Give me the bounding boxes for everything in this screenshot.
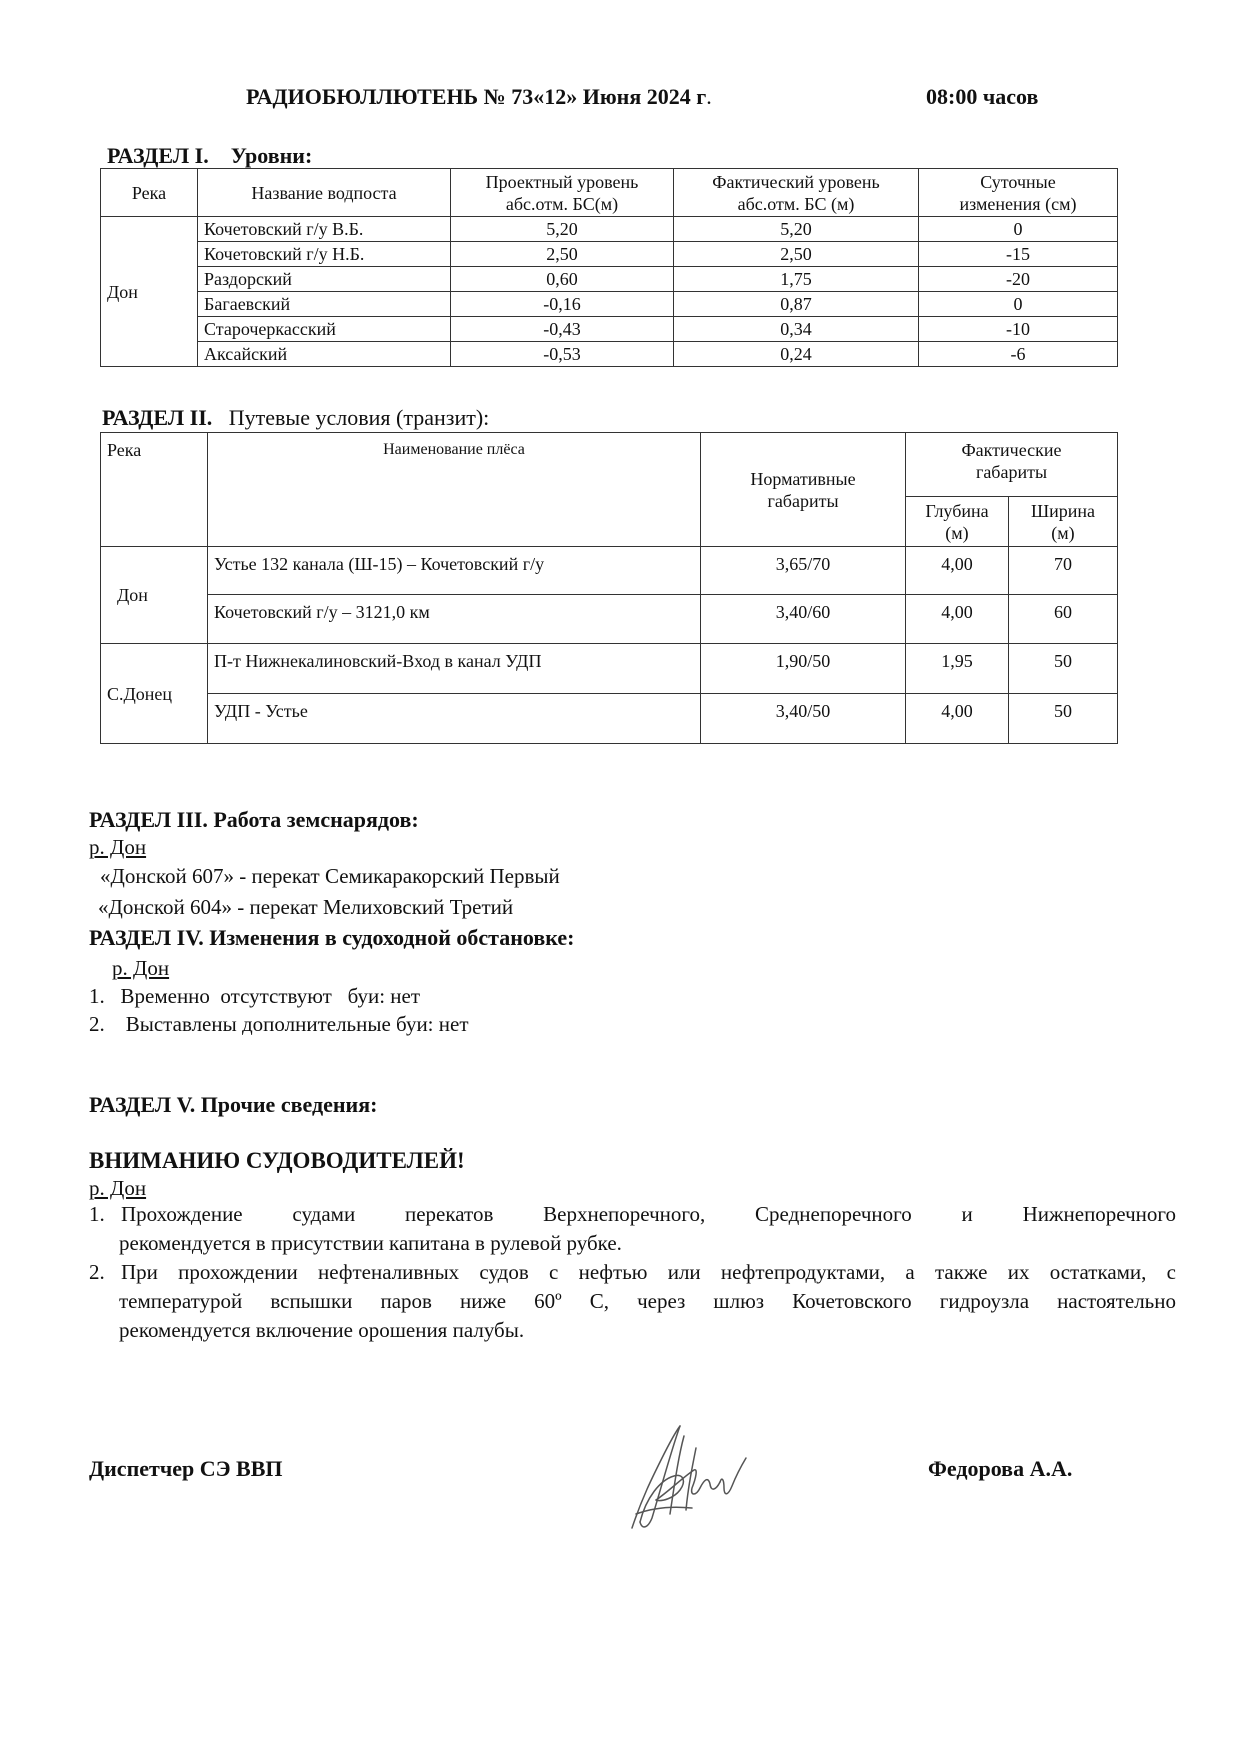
section1-name: Уровни: [230,143,313,168]
design-level: 5,20 [451,217,674,242]
col-station: Название водпоста [198,169,451,217]
normative-dims: 1,90/50 [701,644,906,694]
daily-change: -15 [919,242,1118,267]
actual-depth: 4,00 [906,694,1009,744]
notice-line [89,1258,1176,1287]
notice-line: рекомендуется включение орошения палубы. [119,1318,525,1342]
section1-heading [107,143,312,169]
signatory-name: Федорова А.А. [928,1456,1073,1481]
actual-width: 70 [1009,547,1118,595]
notice-text: При прохождении нефтеналивных судов с нефтью или нефтепродуктами, а также их остатками, с [121,1260,1176,1284]
col-reach: Наименование плёса [208,433,701,547]
notice-item [89,1258,1176,1345]
station-name: Раздорский [198,267,451,292]
actual-width: 50 [1009,694,1118,744]
actual-width: 60 [1009,595,1118,644]
actual-level: 2,50 [674,242,919,267]
design-level: 2,50 [451,242,674,267]
buoy-item-num: 1. [89,984,105,1008]
handwritten-signature [612,1418,762,1538]
section3-heading: РАЗДЕЛ III. Работа земснарядов: [89,807,419,832]
col-width-l1: Ширина [1030,500,1096,521]
daily-change: -6 [919,342,1118,367]
attention-heading: ВНИМАНИЮ СУДОВОДИТЕЛЕЙ! [89,1148,465,1173]
actual-level: 0,24 [674,342,919,367]
reach-name: Кочетовский г/у – 3121,0 км [208,595,701,644]
col-design-level-l1: Проектный уровень [485,171,639,192]
station-name: Аксайский [198,342,451,367]
bulletin-title [246,84,712,110]
col-actual [906,433,1118,497]
col-width-l2: (м) [1051,522,1075,543]
notice-num: 2. [89,1260,105,1284]
col-actual-level-l1: Фактический уровень [712,171,880,192]
col-design-level [451,169,674,217]
dredger-item: «Донской 604» - перекат Мелиховский Третий [98,895,514,919]
section1-label: РАЗДЕЛ I. [107,143,209,168]
section4-river: р. Дон [112,956,170,980]
actual-level: 0,87 [674,292,919,317]
design-level: 0,60 [451,267,674,292]
normative-dims: 3,65/70 [701,547,906,595]
actual-level: 5,20 [674,217,919,242]
design-level: -0,43 [451,317,674,342]
bulletin-title-dot: . [706,84,712,109]
river-cell: Дон [101,217,198,367]
normative-dims: 3,40/60 [701,595,906,644]
notice-line: температурой вспышки паров ниже 60º С, через шлюз Кочетовского гидроузла настоятельно [119,1289,1176,1313]
col-depth [906,497,1009,547]
normative-dims: 3,40/50 [701,694,906,744]
design-level: -0,53 [451,342,674,367]
reach-name: УДП - Устье [208,694,701,744]
col-river: Река [101,169,198,217]
signatory-position: Диспетчер СЭ ВВП [89,1456,283,1481]
actual-level: 1,75 [674,267,919,292]
col-depth-l2: (м) [945,522,969,543]
notice-item [89,1200,1176,1258]
daily-change: 0 [919,292,1118,317]
station-name: Кочетовский г/у В.Б. [198,217,451,242]
station-name: Багаевский [198,292,451,317]
section3-river: р. Дон [89,835,147,859]
notice-line [89,1200,1176,1229]
buoy-item [89,1012,469,1037]
daily-change: -20 [919,267,1118,292]
col-normative [701,433,906,547]
buoy-item-num: 2. [89,1012,105,1036]
reach-name: П-т Нижнекалиновский-Вход в канал УДП [208,644,701,694]
notice-text: Прохождение судами перекатов Верхнепоречного, Среднепоречного и Нижнепоречного [121,1202,1176,1226]
section2-name: Путевые условия (транзит): [228,405,490,430]
col-actual-level [674,169,919,217]
notice-num: 1. [89,1202,105,1226]
col-depth-l1: Глубина [925,500,989,521]
col-actual-l1: Фактические [961,440,1062,460]
design-level: -0,16 [451,292,674,317]
col-normative-l2: габариты [767,490,839,511]
notice-line: рекомендуется в присутствии капитана в рулевой рубке. [119,1231,622,1255]
levels-table [100,168,1118,367]
section5-river: р. Дон [89,1176,147,1200]
actual-width: 50 [1009,644,1118,694]
col-daily-change-l2: изменения (см) [959,193,1077,214]
col-width [1009,497,1118,547]
bulletin-title-text: РАДИОБЮЛЛЮТЕНЬ № 73«12» Июня 2024 г [246,84,707,109]
buoy-item-text: Временно отсутствуют буи: нет [120,984,421,1008]
reach-name: Устье 132 канала (Ш-15) – Кочетовский г/у [208,547,701,595]
col-actual-l2: габариты [975,462,1048,482]
section5-heading: РАЗДЕЛ V. Прочие сведения: [89,1092,378,1117]
section2-label: РАЗДЕЛ II. [102,405,213,430]
bulletin-time: 08:00 часов [926,84,1039,109]
col-river: Река [101,433,208,547]
col-daily-change [919,169,1118,217]
actual-depth: 4,00 [906,595,1009,644]
col-design-level-l2: абс.отм. БС(м) [505,193,619,214]
station-name: Кочетовский г/у Н.Б. [198,242,451,267]
col-normative-l1: Нормативные [750,468,856,489]
buoy-item-text: Выставлены дополнительные буи: нет [125,1012,469,1036]
daily-change: -10 [919,317,1118,342]
actual-level: 0,34 [674,317,919,342]
river-cell: Дон [101,547,208,644]
dredger-item: «Донской 607» - перекат Семикаракорский Первый [100,864,560,888]
section2-heading [102,405,489,431]
col-actual-level-l2: абс.отм. БС (м) [737,193,855,214]
station-name: Старочеркасский [198,317,451,342]
transit-table [100,432,1118,744]
actual-depth: 1,95 [906,644,1009,694]
daily-change: 0 [919,217,1118,242]
col-daily-change-l1: Суточные [980,171,1056,192]
buoy-item [89,984,420,1009]
section4-heading: РАЗДЕЛ IV. Изменения в судоходной обстановке: [89,925,575,950]
river-cell: С.Донец [101,644,208,744]
actual-depth: 4,00 [906,547,1009,595]
